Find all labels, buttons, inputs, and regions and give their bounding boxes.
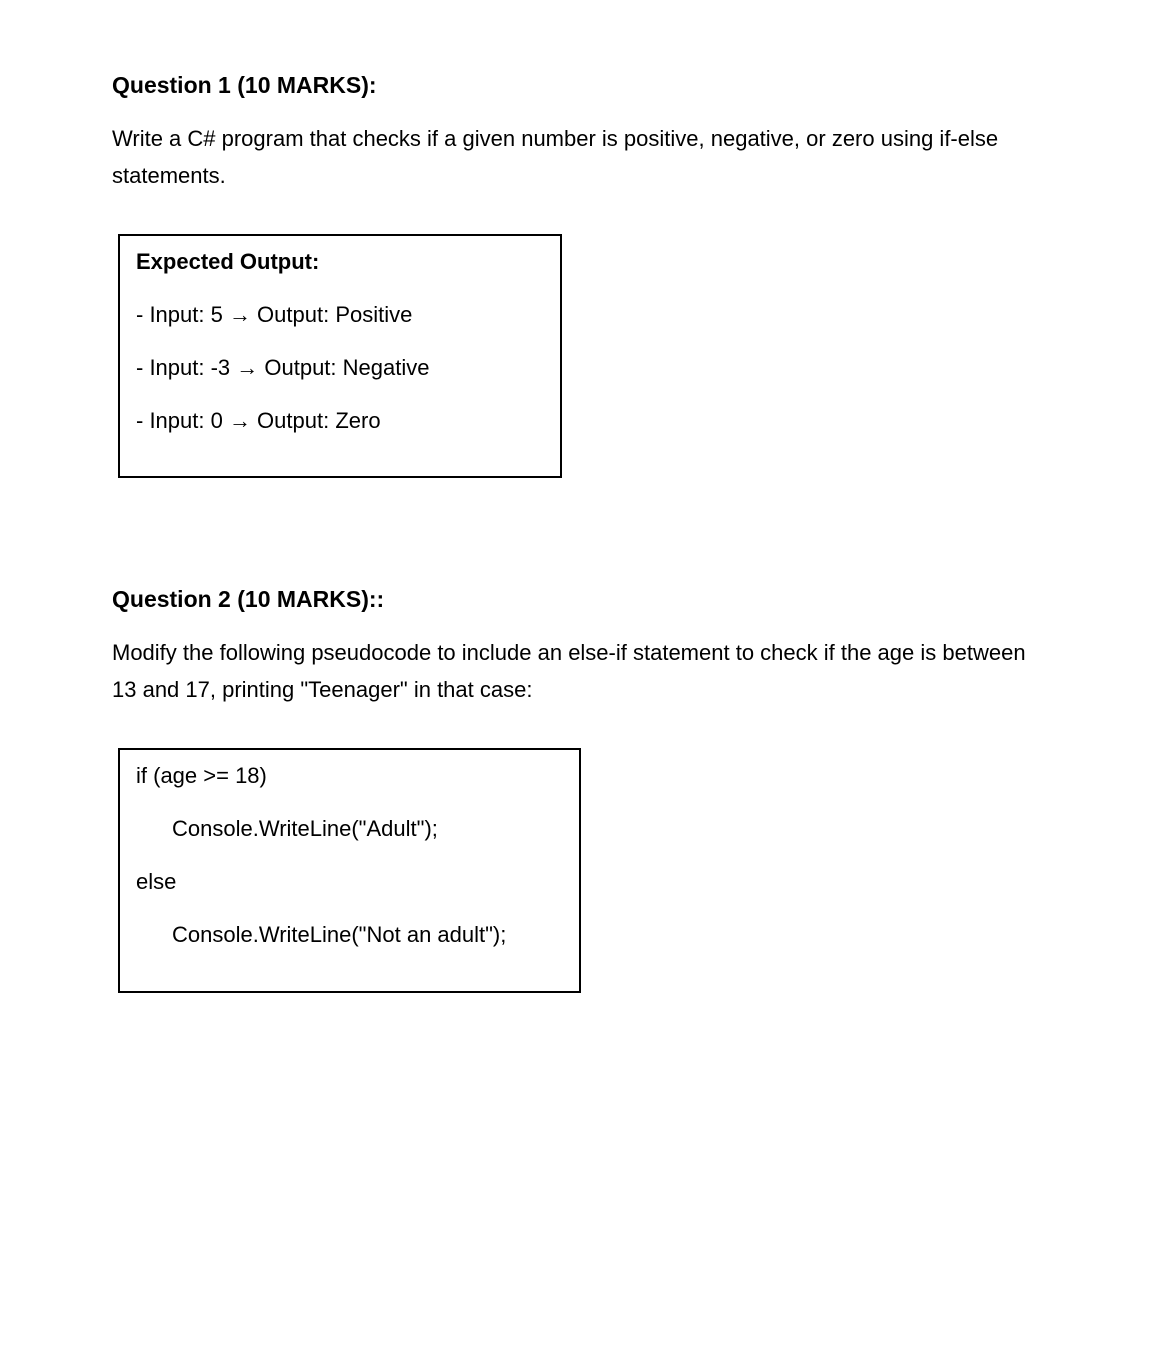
code-line: else bbox=[136, 869, 177, 894]
expected-output-line: - Input: -3 → Output: Negative bbox=[136, 355, 430, 380]
expected-output-line: - Input: 0 → Output: Zero bbox=[136, 408, 381, 433]
question-2-heading: Question 2 (10 MARKS):: bbox=[112, 586, 385, 612]
question-2-text: Modify the following pseudocode to include an else-if statement to check if the age is between 13 and 17, printing "Teenager" in that case: bbox=[112, 640, 1026, 702]
expected-output-title: Expected Output: bbox=[136, 249, 320, 274]
expected-output-box bbox=[118, 234, 562, 478]
expected-output-line: - Input: 5 → Output: Positive bbox=[136, 302, 413, 327]
code-line: Console.WriteLine("Adult"); bbox=[172, 816, 438, 841]
question-1-text: Write a C# program that checks if a given number is positive, negative, or zero using if-else statements. bbox=[112, 126, 999, 188]
question-1-heading: Question 1 (10 MARKS): bbox=[112, 72, 377, 98]
code-line: Console.WriteLine("Not an adult"); bbox=[172, 922, 507, 947]
pseudocode-box bbox=[118, 748, 581, 993]
code-line: if (age >= 18) bbox=[136, 763, 267, 788]
